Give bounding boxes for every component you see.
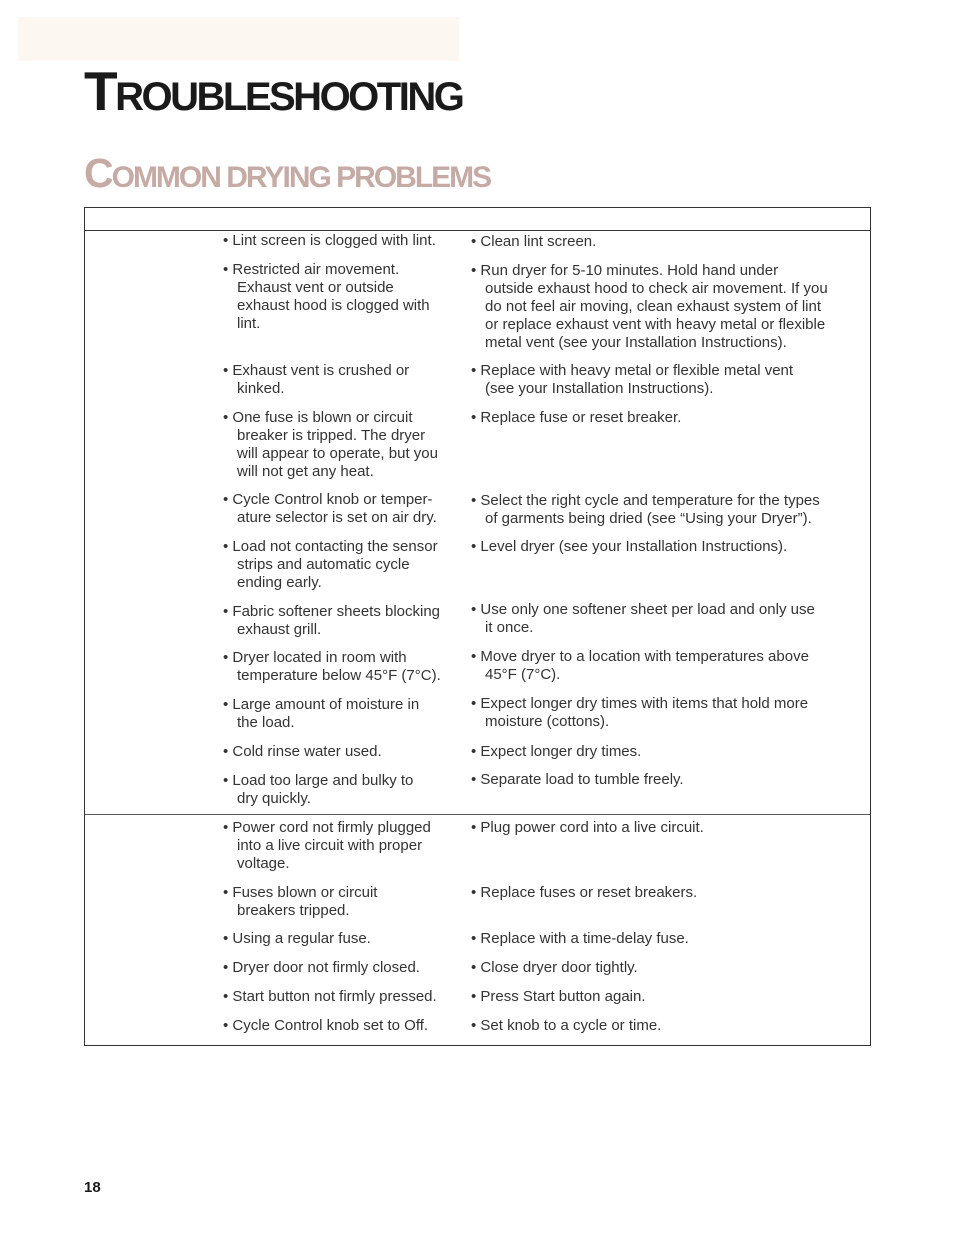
- solution-text-line: of garments being dried (see “Using your Dryer”).: [485, 510, 812, 527]
- troubleshooting-table: [84, 207, 871, 1046]
- solution-item: [471, 695, 808, 731]
- solution-text-line: • Set knob to a cycle or time.: [471, 1017, 662, 1034]
- page-title-initial: T: [84, 60, 116, 122]
- solution-text-line: outside exhaust hood to check air movement. If you: [485, 280, 828, 297]
- header-band: [18, 17, 459, 61]
- cause-text-line: exhaust grill.: [237, 621, 322, 638]
- solution-text-line: • Select the right cycle and temperature for the types: [471, 492, 820, 509]
- cause-item: [223, 930, 371, 948]
- cause-item: [223, 538, 438, 592]
- cause-item: [223, 988, 437, 1006]
- solution-item: [471, 884, 697, 902]
- solution-text-line: or replace exhaust vent with heavy metal or flexible: [485, 316, 826, 333]
- solution-text-line: it once.: [485, 619, 534, 636]
- cause-text-line: • Load not contacting the sensor: [223, 538, 438, 555]
- page-title: [84, 60, 463, 122]
- section-title-initial: C: [84, 150, 112, 196]
- cause-text-line: will not get any heat.: [237, 463, 374, 480]
- cause-text-line: kinked.: [237, 380, 285, 397]
- solution-text-line: do not feel air moving, clean exhaust system of lint: [485, 298, 822, 315]
- solution-item: [471, 771, 684, 789]
- cause-text-line: the load.: [237, 714, 295, 731]
- solution-text-line: • Run dryer for 5-10 minutes. Hold hand under: [471, 262, 779, 279]
- cause-item: [223, 884, 377, 920]
- solution-item: [471, 492, 820, 528]
- solution-text-line: • Replace fuse or reset breaker.: [471, 409, 682, 426]
- page-number: 18: [84, 1179, 101, 1196]
- cause-text-line: • Lint screen is clogged with lint.: [223, 232, 436, 249]
- solution-text-line: • Move dryer to a location with temperatures above: [471, 648, 809, 665]
- cause-text-line: strips and automatic cycle: [237, 556, 410, 573]
- cause-text-line: voltage.: [237, 855, 290, 872]
- cause-item: [223, 819, 431, 873]
- section-title-rest: OMMON DRYING PROBLEMS: [111, 161, 491, 194]
- table-header-row: [85, 208, 870, 231]
- solution-item: [471, 1017, 661, 1035]
- cause-item: [223, 362, 409, 398]
- cause-item: [223, 649, 441, 685]
- page-title-rest: ROUBLESHOOTING: [115, 75, 463, 119]
- solution-text-line: • Replace fuses or reset breakers.: [471, 884, 698, 901]
- solution-item: [471, 819, 704, 837]
- solution-text-line: • Press Start button again.: [471, 988, 646, 1005]
- cause-item: [223, 696, 419, 732]
- cause-text-line: • Power cord not firmly plugged: [223, 819, 431, 836]
- cause-text-line: • Using a regular fuse.: [223, 930, 371, 947]
- cause-text-line: • Restricted air movement.: [223, 261, 400, 278]
- cause-text-line: dry quickly.: [237, 790, 311, 807]
- cause-item: [223, 491, 437, 527]
- cause-text-line: breakers tripped.: [237, 902, 350, 919]
- cause-text-line: lint.: [237, 315, 261, 332]
- solution-text-line: (see your Installation Instructions).: [485, 380, 714, 397]
- solution-text-line: moisture (cottons).: [485, 713, 610, 730]
- solution-text-line: • Expect longer dry times with items that hold more: [471, 695, 809, 712]
- solution-text-line: 45°F (7°C).: [485, 666, 561, 683]
- cause-text-line: • Cold rinse water used.: [223, 743, 382, 760]
- cause-text-line: • Fabric softener sheets blocking: [223, 603, 441, 620]
- cause-item: [223, 1017, 428, 1035]
- cause-text-line: ending early.: [237, 574, 322, 591]
- solution-text-line: • Expect longer dry times.: [471, 743, 642, 760]
- solution-text-line: metal vent (see your Installation Instructions).: [485, 334, 787, 351]
- solution-item: [471, 648, 809, 684]
- solution-item: [471, 743, 641, 761]
- solution-item: [471, 233, 596, 251]
- cause-item: [223, 772, 413, 808]
- cause-text-line: • Fuses blown or circuit: [223, 884, 378, 901]
- cause-text-line: • Large amount of moisture in: [223, 696, 420, 713]
- cause-text-line: • One fuse is blown or circuit: [223, 409, 413, 426]
- cause-text-line: ature selector is set on air dry.: [237, 509, 437, 526]
- section-title: [84, 150, 491, 196]
- solution-text-line: • Level dryer (see your Installation Instructions).: [471, 538, 788, 555]
- solution-text-line: • Plug power cord into a live circuit.: [471, 819, 704, 836]
- solution-item: [471, 930, 689, 948]
- solution-item: [471, 538, 787, 556]
- cause-text-line: • Dryer door not firmly closed.: [223, 959, 420, 976]
- solution-item: [471, 988, 646, 1006]
- cause-text-line: • Start button not firmly pressed.: [223, 988, 437, 1005]
- solution-text-line: • Clean lint screen.: [471, 233, 597, 250]
- cause-text-line: breaker is tripped. The dryer: [237, 427, 426, 444]
- cause-text-line: will appear to operate, but you: [237, 445, 438, 462]
- table-section-divider: [85, 814, 870, 815]
- cause-item: [223, 959, 420, 977]
- cause-text-line: • Exhaust vent is crushed or: [223, 362, 410, 379]
- cause-text-line: • Cycle Control knob or temper-: [223, 491, 433, 508]
- solution-text-line: • Use only one softener sheet per load and only use: [471, 601, 815, 618]
- cause-item: [223, 232, 436, 250]
- cause-item: [223, 409, 438, 481]
- cause-text-line: • Load too large and bulky to: [223, 772, 414, 789]
- solution-text-line: • Replace with a time-delay fuse.: [471, 930, 689, 947]
- cause-text-line: • Cycle Control knob set to Off.: [223, 1017, 429, 1034]
- cause-text-line: into a live circuit with proper: [237, 837, 423, 854]
- cause-text-line: exhaust hood is clogged with: [237, 297, 430, 314]
- solution-text-line: • Separate load to tumble freely.: [471, 771, 684, 788]
- solution-item: [471, 959, 638, 977]
- solution-item: [471, 601, 815, 637]
- solution-item: [471, 409, 681, 427]
- solution-text-line: • Replace with heavy metal or flexible metal vent: [471, 362, 794, 379]
- cause-item: [223, 743, 382, 761]
- cause-item: [223, 261, 430, 333]
- cause-item: [223, 603, 440, 639]
- solution-item: [471, 362, 793, 398]
- cause-text-line: temperature below 45°F (7°C).: [237, 667, 441, 684]
- solution-text-line: • Close dryer door tightly.: [471, 959, 638, 976]
- cause-text-line: Exhaust vent or outside: [237, 279, 394, 296]
- solution-item: [471, 262, 828, 352]
- cause-text-line: • Dryer located in room with: [223, 649, 407, 666]
